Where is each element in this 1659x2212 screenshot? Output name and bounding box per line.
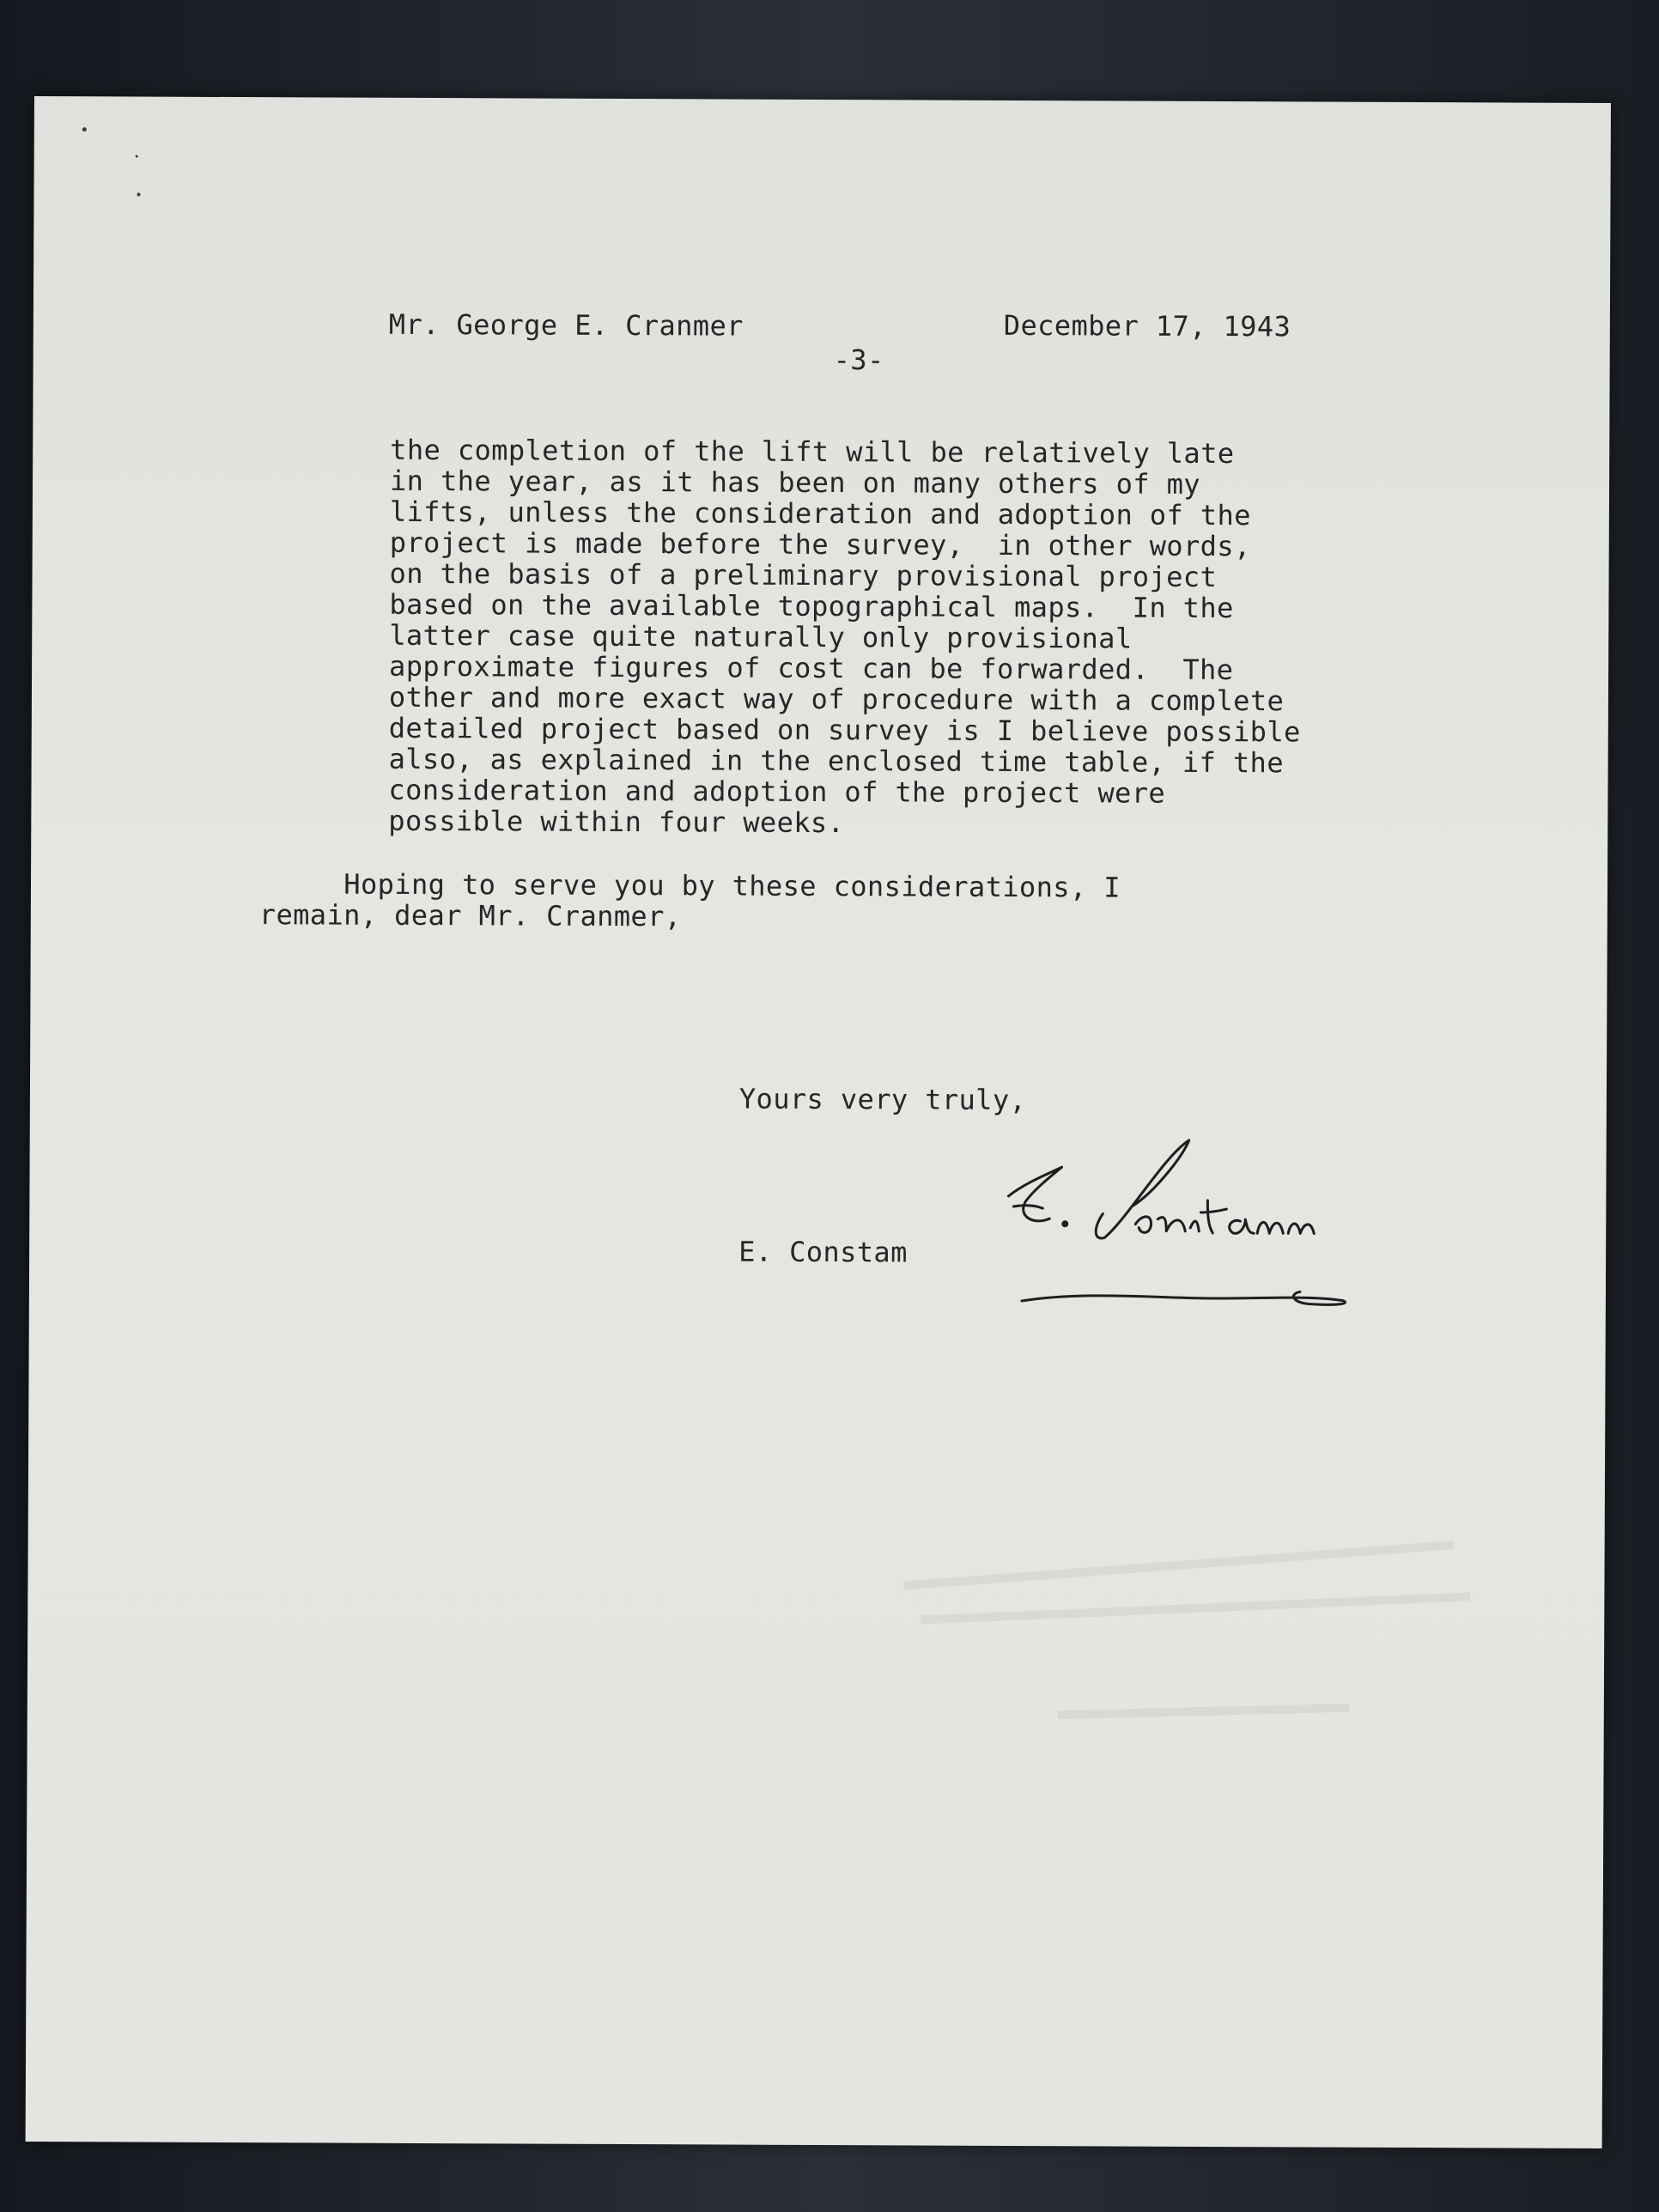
paper-speck	[136, 155, 138, 158]
body-line: project is made before the survey, in other words,	[389, 526, 1251, 563]
handwritten-signature	[982, 1122, 1395, 1330]
body-line: lifts, unless the consideration and adoption of the	[389, 495, 1251, 532]
letter-body	[388, 434, 1302, 841]
body-line: latter case quite naturally only provisional	[389, 618, 1133, 655]
paper-speck	[82, 127, 87, 131]
body-line: based on the available topographical maps. In the	[389, 587, 1234, 625]
paper-speck	[137, 193, 140, 197]
body-line: on the basis of a preliminary provisional project	[389, 556, 1218, 594]
page-number: -3-	[833, 343, 884, 377]
letter-page	[26, 96, 1611, 2148]
recipient-line: Mr. George E. Cranmer	[388, 307, 744, 343]
letter-date: December 17, 1943	[1003, 308, 1291, 343]
body-line: possible within four weeks.	[388, 804, 845, 840]
body-line: consideration and adoption of the project were	[388, 773, 1166, 810]
body-line: also, as explained in the enclosed time table, if the	[388, 742, 1284, 780]
closing-paragraph-line-1: Hoping to serve you by these considerations, I	[258, 867, 1121, 904]
signer-name: E. Constam	[738, 1235, 908, 1269]
body-line: detailed project based on survey is I believe possible	[388, 711, 1301, 749]
faint-stamp-impression	[869, 1491, 1488, 1768]
body-line: the completion of the lift will be relatively late	[390, 433, 1235, 471]
closing-paragraph-line-2: remain, dear Mr. Cranmer,	[258, 898, 682, 933]
complimentary-close: Yours very truly,	[738, 1082, 1027, 1117]
body-line: in the year, as it has been on many others of my	[389, 464, 1201, 501]
body-line: other and more exact way of procedure with a complete	[388, 680, 1285, 718]
body-line: approximate figures of cost can be forwarded. The	[389, 649, 1234, 687]
